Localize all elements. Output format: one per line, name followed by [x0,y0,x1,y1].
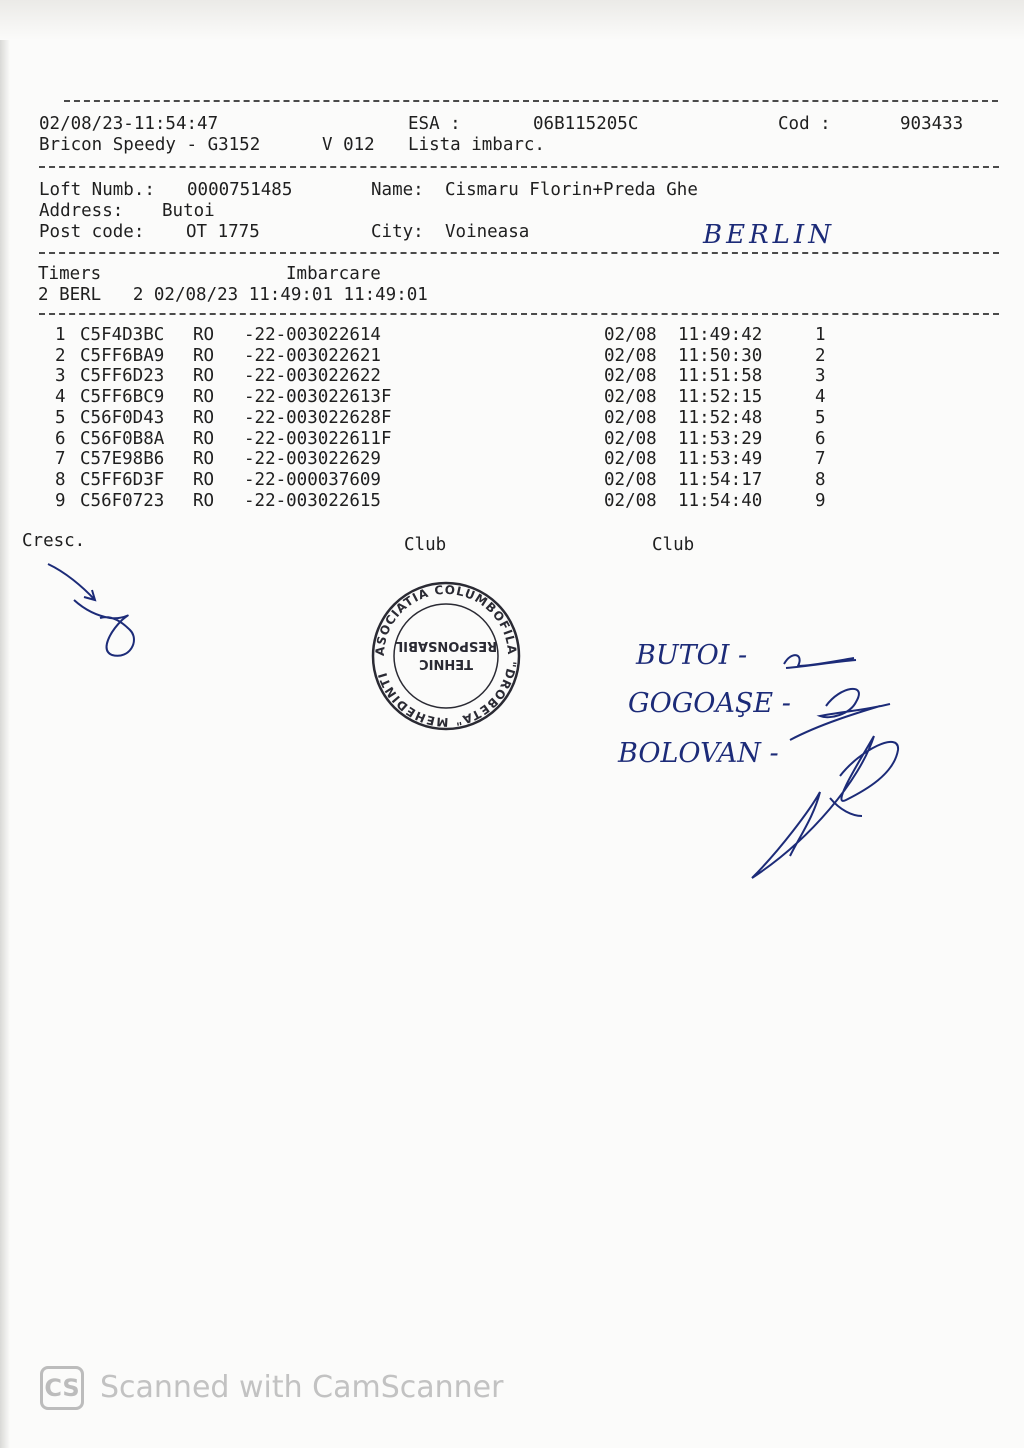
row-date: 02/08 [604,469,657,490]
row-index: 3 [55,366,66,387]
club-label: Club [652,535,695,555]
row-index: 8 [55,469,66,490]
row-country: RO [193,490,215,511]
address-label: Address: [39,201,124,221]
print-datetime: 02/08/23-11:54:47 [39,114,219,134]
row-time: 11:54:40 [678,490,763,511]
row-time: 11:49:42 [678,325,763,345]
table-row [0,325,1024,345]
row-date: 02/08 [604,490,657,511]
separator-line [39,166,999,168]
row-chip-id: C5FF6D23 [80,366,165,387]
row-position: 5 [815,407,826,428]
row-date: 02/08 [604,407,657,428]
row-index: 2 [55,345,66,366]
club-signatures [770,640,910,890]
row-position: 2 [815,345,826,366]
club-label: Club [404,535,447,555]
row-time: 11:53:29 [678,428,763,449]
paper-edge-shadow [0,0,10,1448]
row-index: 1 [55,325,66,345]
device-version: V 012 [322,135,375,155]
esa-label: ESA : [408,114,461,134]
row-ring-number: -22-000037609 [244,469,381,490]
svg-text:ASOCIATIA COLUMBOFILA "DROBETA: ASOCIATIA COLUMBOFILA "DROBETA" MEHEDINTI [372,582,520,730]
row-ring-number: -22-003022613F [244,387,392,408]
table-row [0,366,1024,386]
loft-number-value: 0000751485 [187,180,293,200]
row-date: 02/08 [604,449,657,470]
breeder-signature [40,560,150,665]
row-chip-id: C5FF6BC9 [80,387,165,408]
table-row [0,408,1024,428]
loft-number-label: Loft Numb.: [39,180,155,200]
row-chip-id: C56F0723 [80,490,165,511]
city-value: Voineasa [445,222,530,242]
row-ring-number: -22-003022615 [244,490,381,511]
handwritten-name: BUTOI - [636,640,748,671]
row-ring-number: -22-003022622 [244,366,381,387]
postcode-value: OT 1775 [186,222,260,242]
row-ring-number: -22-003022621 [244,345,381,366]
camscanner-watermark: Scanned with CamScanner [100,1370,504,1405]
row-position: 3 [815,366,826,387]
esa-value: 06B115205C [533,114,639,134]
row-ring-number: -22-003022611F [244,428,392,449]
row-chip-id: C57E98B6 [80,449,165,470]
handwritten-race-name: BERLIN [703,220,835,250]
row-time: 11:51:58 [678,366,763,387]
timer-line: 2 BERL 2 02/08/23 11:49:01 11:49:01 [38,285,428,305]
stamp-lettering [370,580,522,732]
svg-text:TEHNIC: TEHNIC [419,656,473,671]
row-chip-id: C5F4D3BC [80,325,165,345]
table-row [0,429,1024,449]
row-index: 9 [55,490,66,511]
row-chip-id: C5FF6D3F [80,469,165,490]
row-index: 6 [55,428,66,449]
imbarcare-label: Imbarcare [286,264,381,284]
row-time: 11:54:17 [678,469,763,490]
row-position: 9 [815,490,826,511]
name-label: Name: [371,180,424,200]
camscanner-logo-icon: CS [40,1366,84,1410]
table-row [0,470,1024,490]
table-row [0,346,1024,366]
city-label: City: [371,222,424,242]
row-time: 11:52:15 [678,387,763,408]
row-index: 7 [55,449,66,470]
cresc-label: Cresc. [22,531,86,551]
scan-top-shadow [0,0,1024,40]
table-row [0,387,1024,407]
row-ring-number: -22-003022628F [244,407,392,428]
row-ring-number: -22-003022614 [244,325,381,345]
separator-line [39,313,999,315]
device-name: Bricon Speedy - G3152 [39,135,261,155]
row-country: RO [193,387,215,408]
separator-line [64,100,998,102]
handwritten-name: BOLOVAN - [618,738,779,769]
timers-label: Timers [38,264,102,284]
row-chip-id: C56F0D43 [80,407,165,428]
list-title: Lista imbarc. [408,135,545,155]
row-chip-id: C5FF6BA9 [80,345,165,366]
address-value: Butoi [162,201,215,221]
name-value: Cismaru Florin+Preda Ghe [445,180,698,200]
row-position: 7 [815,449,826,470]
cod-value: 903433 [900,114,964,134]
row-position: 1 [815,325,826,345]
row-country: RO [193,366,215,387]
row-date: 02/08 [604,366,657,387]
row-time: 11:52:48 [678,407,763,428]
row-index: 4 [55,387,66,408]
club-stamp [370,580,522,732]
row-position: 4 [815,387,826,408]
row-country: RO [193,407,215,428]
row-position: 6 [815,428,826,449]
row-country: RO [193,469,215,490]
row-time: 11:50:30 [678,345,763,366]
row-country: RO [193,325,215,345]
cod-label: Cod : [778,114,831,134]
row-country: RO [193,428,215,449]
handwritten-name: GOGOAŞE - [628,688,791,719]
row-date: 02/08 [604,428,657,449]
row-chip-id: C56F0B8A [80,428,165,449]
row-date: 02/08 [604,345,657,366]
postcode-label: Post code: [39,222,145,242]
table-row [0,449,1024,469]
row-index: 5 [55,407,66,428]
row-date: 02/08 [604,325,657,345]
row-time: 11:53:49 [678,449,763,470]
svg-text:RESPONSABIL: RESPONSABIL [394,638,498,653]
table-row [0,491,1024,511]
row-date: 02/08 [604,387,657,408]
row-position: 8 [815,469,826,490]
row-country: RO [193,449,215,470]
separator-line [39,252,999,254]
row-ring-number: -22-003022629 [244,449,381,470]
row-country: RO [193,345,215,366]
